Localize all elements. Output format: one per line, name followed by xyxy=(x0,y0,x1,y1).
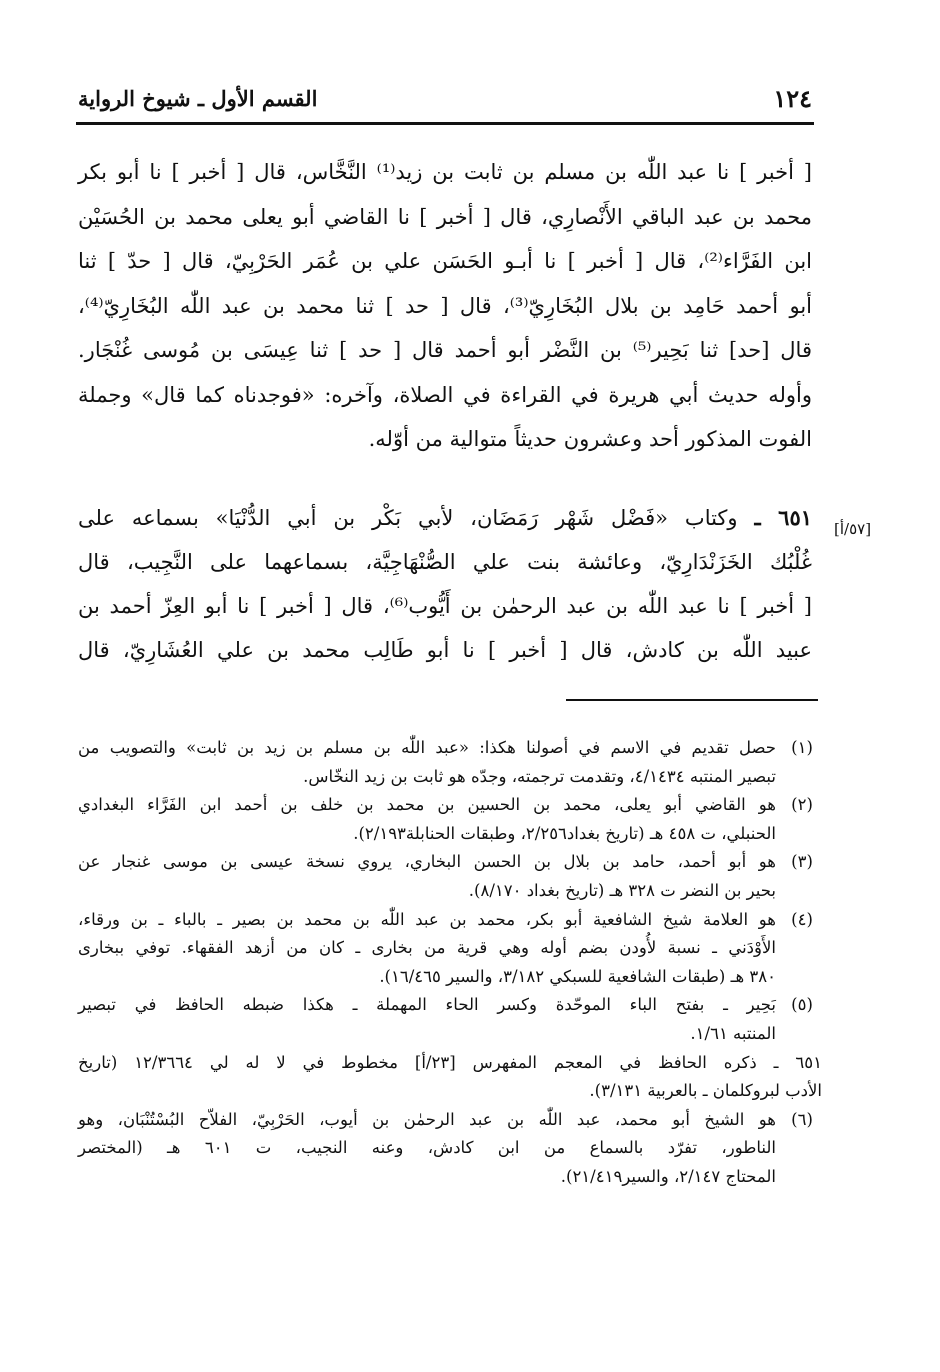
page-number: ١٢٤ xyxy=(773,84,812,113)
text-line: أبو أحمد حَامِد بن بلال البُخَارِيّ⁽³⁾، قال [ حد ] ثنا محمد بن عبد اللّٰه البُخَارِيّ⁽⁴⁾، xyxy=(78,293,813,318)
footnote-line: الأدب لبروكلمان ـ بالعربية ٣/١٣١). xyxy=(589,1081,822,1101)
footnote-line: بَحِير ـ بفتح الباء الموحّدة وكسر الحاء المهملة ـ هكذا ضبطه الحافظ في تبصير xyxy=(78,995,776,1015)
text-line: الفوت المذكور أحد وعشرون حديثاً متوالية من أوّله. xyxy=(368,427,812,451)
footnote-line: تبصير المنتبه ٤/١٤٣٤، وتقدمت ترجمته، وجدّه هو ثابت بن زيد النخّاس. xyxy=(303,766,776,786)
footnote-number: (٣) xyxy=(791,852,813,872)
margin-folio-note: [٥٧/أ] xyxy=(834,520,872,538)
footnote-entry-651 xyxy=(78,1049,822,1106)
text-line: [ أخبر ] نا عبد اللّٰه بن عبد الرحمٰن بن أَيُّوب⁽⁶⁾، قال [ أخبر ] نا أبو العِزّ أحمد بن xyxy=(78,594,813,618)
footnote-line: ٦٥١ ـ ذكره الحافظ في المعجم المفهرس [٢٣/أ] مخطوط في لا له لي ١٢/٣٦٦٤ (تاريخ xyxy=(78,1052,823,1072)
text-line: ابن الفَرَّاء⁽²⁾، قال [ أخبر ] نا أبـو الحَسَن علي بن عُمَر الحَرْبِيّ، قال [ حدّ ] ثنا xyxy=(78,249,813,273)
running-title: القسم الأول ـ شيوخ الرواية xyxy=(78,86,318,111)
entry-title-text: وكتاب «فَضْل شَهْر رَمَضَان، لأبي بَكْر بن أبي الدُّنْيَا» بسماعه على xyxy=(78,506,738,530)
page-header xyxy=(78,78,812,122)
header-rule xyxy=(76,122,814,125)
footnote-line: هو أبو أحمد، حامد بن بلال بن الحسن البخاري، يروي نسخة عيسى بن موسى غنجار عن xyxy=(78,852,776,872)
footnote-number: (١) xyxy=(791,738,813,757)
footnote-line: المحتاج ٢/١٤٧، والسير٢١/٤١٩). xyxy=(560,1166,776,1186)
footnote-3 xyxy=(78,848,822,905)
footnote-line: هو الشيخ أبو محمد، عبد اللّٰه بن عبد الرحمٰن بن أيوب، الحَرْبِيّ، الفلاّح البُسْتُنْبَان، وهو xyxy=(78,1109,776,1129)
entry-first-line xyxy=(78,496,812,540)
text-line: قال [حد] ثنا بَحِير⁽⁵⁾ بن النَّضْر أبو أحمد قال [ حد ] ثنا عِيسَى بن مُوسى غُنْجَار. xyxy=(78,338,812,362)
text-line: [ أخبر ] نا عبد اللّٰه بن مسلم بن ثابت بن زيد⁽¹⁾ النَّخَّاس، قال [ أخبر ] نا أبو بكر xyxy=(78,160,812,184)
footnote-line: الناطور، تفرّد بالسماع من ابن كادش، وعنه النجيب، ت ٦٠١ هـ (المختصر xyxy=(78,1138,777,1158)
footnote-line: المنتبه ١/٦١. xyxy=(690,1023,776,1043)
text-line: وأوله حديث أبي هريرة في القراءة في الصلاة، وآخره: «فوجدناه كما قال» وجملة xyxy=(78,382,812,407)
footnote-1 xyxy=(78,734,822,791)
footnote-line: الأَوْدَني ـ نسبة لأُودن بضم أوله وهي قرية من بخارى ـ كان من أزهد الفقهاء. توفي ببخارى xyxy=(78,938,776,958)
footnote-2 xyxy=(78,791,822,848)
footnote-number: (٥) xyxy=(791,995,813,1015)
footnote-number: (٢) xyxy=(791,795,813,815)
footnote-6 xyxy=(78,1106,822,1192)
footnote-5 xyxy=(78,991,822,1048)
footnote-number: (٦) xyxy=(791,1109,813,1129)
paragraph-2 xyxy=(78,496,812,672)
text-line: غُلْبُك الخَزَنْدَارِيّ، وعائشة بنت علي الصُّنْهَاجِيَّة، بسماعهما على النَّجِيب، قال xyxy=(78,550,812,574)
footnote-line: بحير بن النضر ت ٣٢٨ هـ (تاريخ بغداد ٨/١٧٠). xyxy=(468,880,776,900)
footnote-line: ٣٨٠ هـ (طبقات الشافعية للسبكي ٣/١٨٢، والسير ١٦/٤٦٥). xyxy=(379,966,776,986)
footnote-line: هو القاضي أبو يعلى، محمد بن الحسين بن محمد بن خلف بن أحمد ابن الفَرَّاء البغدادي xyxy=(78,795,776,815)
text-line: عبيد اللّٰه بن كادش، قال [ أخبر ] نا أبو طَالِب محمد بن علي العُشَارِيّ، قال xyxy=(78,638,812,662)
footnote-4 xyxy=(78,906,822,992)
footnote-line: هو العلامة شيخ الشافعية أبو بكر، محمد بن عبد اللّٰه بن محمد بن بصير ـ بالباء ـ بن ورقاء، xyxy=(78,909,776,929)
entry-number: ٦٥١ ـ xyxy=(754,505,813,530)
footnotes xyxy=(78,734,822,1192)
footnote-number: (٤) xyxy=(791,909,813,929)
text-line: محمد بن عبد الباقي الأَنْصارِي، قال [ أخبر ] نا القاضي أبو يعلى محمد بن الحُسَيْن xyxy=(78,204,812,229)
footnote-line: الحنبلي، ت ٤٥٨ هـ (تاريخ بغداد٢/٢٥٦، وطبقات الحنابلة٢/١٩٣). xyxy=(353,823,776,843)
paragraph-1 xyxy=(78,150,812,462)
footnote-line: حصل تقديم في الاسم في أصولنا هكذا: «عبد اللّٰه بن مسلم بن زيد بن ثابت» والتصويب من xyxy=(78,738,776,757)
footnote-rule xyxy=(566,699,818,701)
